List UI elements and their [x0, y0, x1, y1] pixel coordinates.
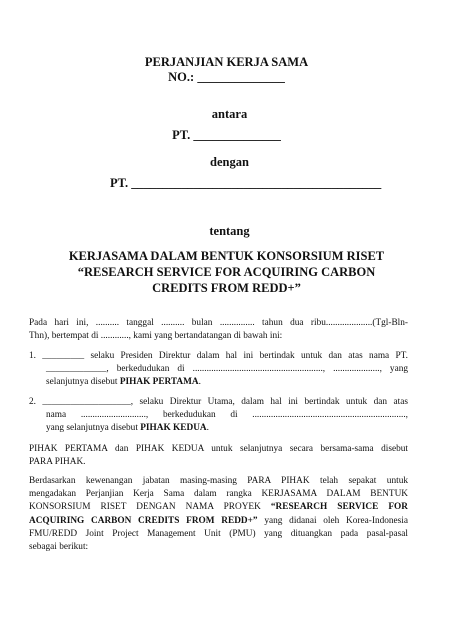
basis-line: sebagai berikut:: [29, 542, 89, 553]
parties-paragraph: [29, 443, 408, 469]
intro-line: Pada hari ini, .......... tanggal .......... bulan ............... tahun dua ribu....................(Tgl-Bln-: [29, 318, 408, 328]
parties-line: PARA PIHAK.: [29, 457, 86, 468]
subject-line: “RESEARCH SERVICE FOR ACQUIRING CARBON: [77, 265, 376, 279]
agreement-number: NO.: ______________: [168, 70, 285, 84]
with-label: dengan: [210, 155, 249, 169]
first-party-line: PT. ______________: [172, 128, 281, 142]
pihak-pertama-label: PIHAK PERTAMA: [119, 377, 199, 388]
basis-line: ACQUIRING CARBON CREDITS FROM REDD+” yang didanai oleh Korea-Indonesia: [29, 515, 408, 526]
subject-line: KERJASAMA DALAM BENTUK KONSORSIUM RISET: [68, 249, 385, 263]
item1-line: 1. _________ selaku Presiden Direktur dalam hal ini bertindak untuk dan atas nama PT.: [29, 351, 408, 361]
subject-line: CREDITS FROM REDD+”: [152, 281, 301, 295]
second-party-line: PT. ________________________________________: [110, 176, 382, 190]
about-label: tentang: [209, 224, 250, 238]
pihak-kedua-label: PIHAK KEDUA: [140, 423, 207, 434]
item2-line: yang selanjutnya disebut PIHAK KEDUA.: [46, 423, 209, 434]
parties-line: PIHAK PERTAMA dan PIHAK KEDUA untuk selanjutnya secara bersama-sama disebut: [29, 444, 408, 454]
item1-line: selanjutnya disebut PIHAK PERTAMA.: [46, 377, 201, 388]
intro-line: Thn), bertempat di ............, kami yang bertandatangan di bawah ini:: [29, 331, 283, 342]
basis-line: mengadakan Perjanjian Kerja Sama dalam rangka KERJASAMA DALAM BENTUK: [29, 489, 408, 500]
party-item-2: [29, 396, 408, 436]
document-title: PERJANJIAN KERJA SAMA: [144, 55, 309, 69]
basis-line: KONSORSIUM RISET DENGAN NAMA PROYEK “RESEARCH SERVICE FOR: [29, 502, 408, 513]
basis-paragraph: [29, 475, 408, 554]
item2-line: 2. ___________________, selaku Direktur Utama, dalam hal ini bertindak untuk dan atas: [29, 397, 408, 407]
item2-line: nama ............................, berkedudukan di ..................................................................,: [46, 410, 408, 421]
between-label: antara: [211, 107, 248, 121]
item1-line: _____________, berkedudukan di ........................................................, ...................., yang: [46, 364, 408, 375]
basis-line: FMU/REDD Joint Project Management Unit (PMU) yang dituangkan pada pasal-pasal: [29, 528, 408, 539]
agreement-subject: [40, 248, 413, 296]
basis-line: Berdasarkan kewenangan jabatan masing-masing PARA PIHAK telah sepakat untuk: [29, 476, 408, 486]
party-item-1: [29, 350, 408, 390]
intro-paragraph: [29, 317, 408, 343]
